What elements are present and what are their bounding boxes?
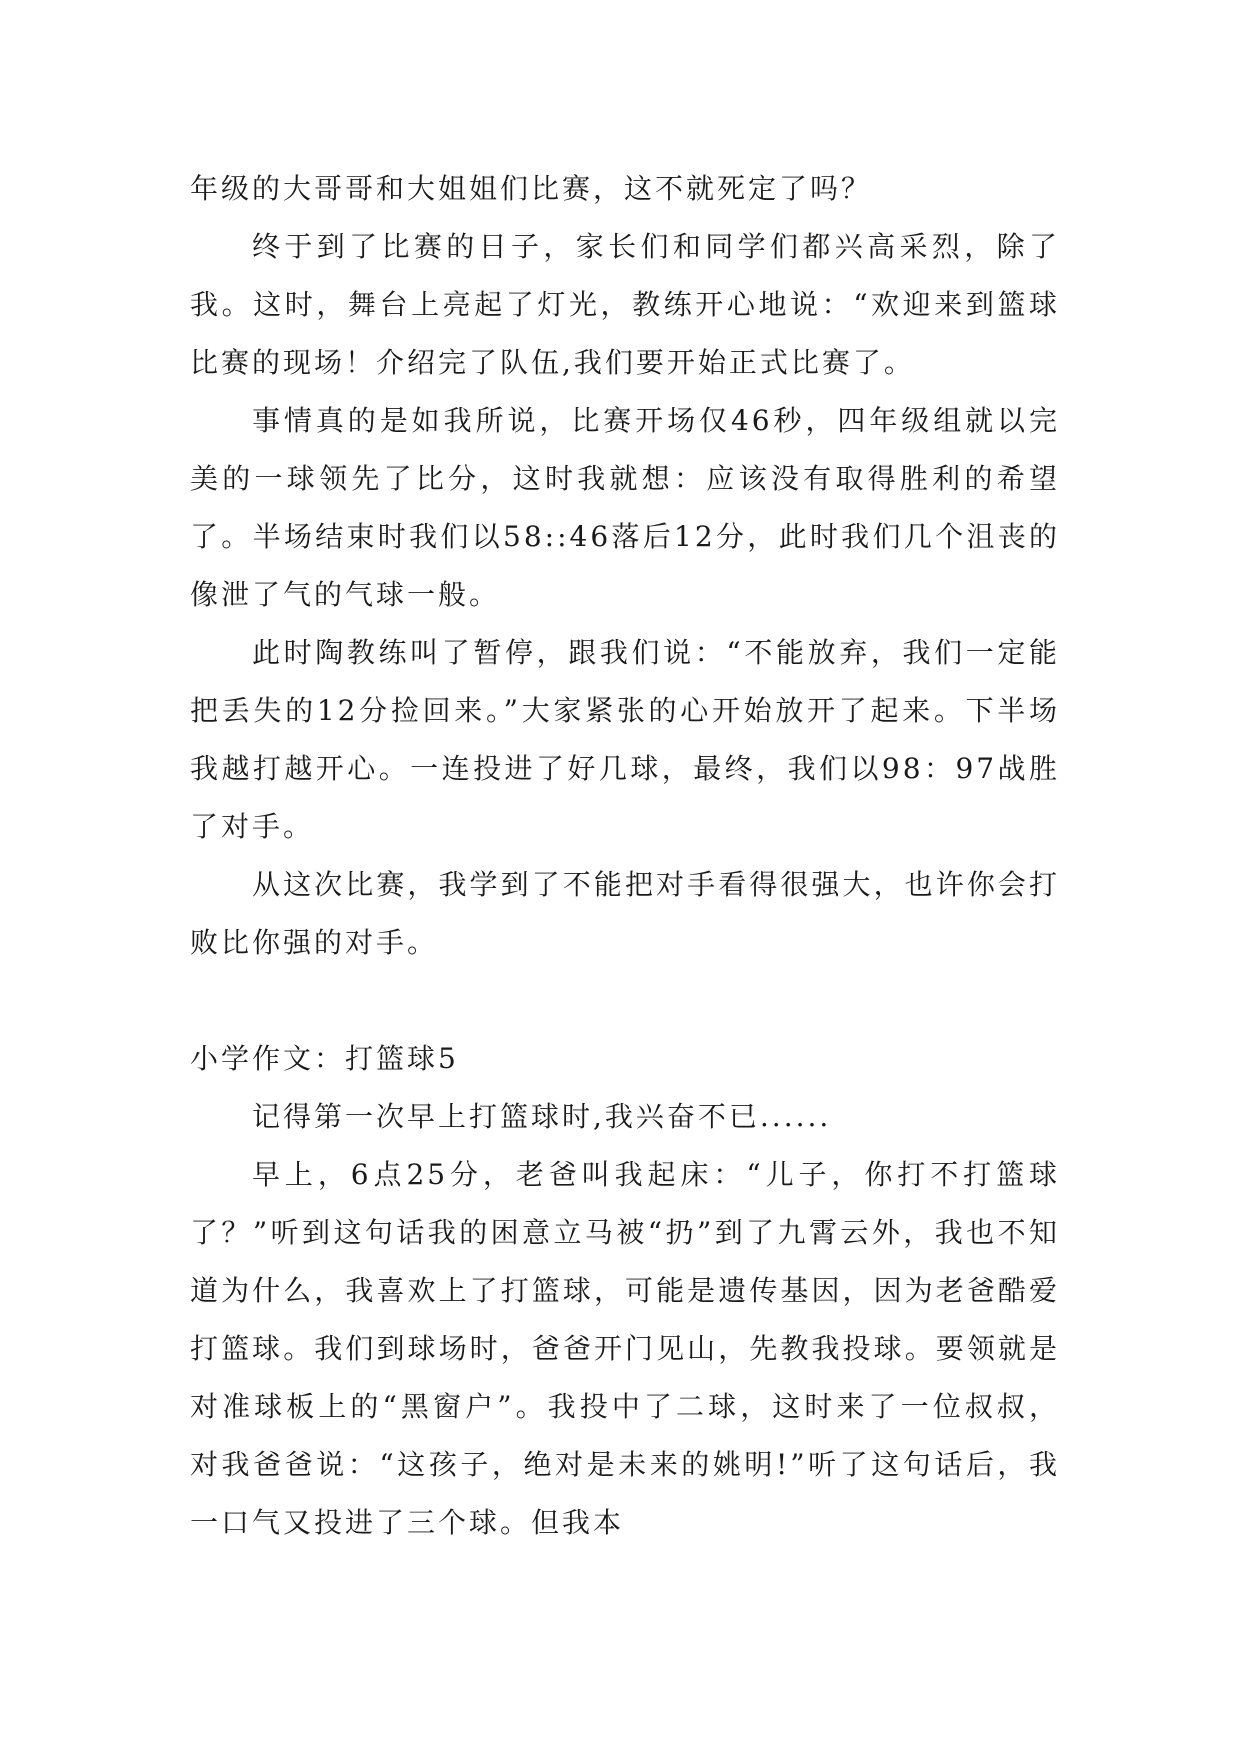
paragraph-1: 终于到了比赛的日子，家长们和同学们都兴高采烈，除了我。这时，舞台上亮起了灯光，教练开心地说：“欢迎来到篮球比赛的现场！介绍完了队伍,我们要开始正式比赛了。 <box>190 230 1060 379</box>
paragraph-4: 从这次比赛，我学到了不能把对手看得很强大，也许你会打败比你强的对手。 <box>190 868 1060 959</box>
document-page <box>190 160 1060 1552</box>
paragraph-0: 年级的大哥哥和大姐姐们比赛，这不就死定了吗？ <box>190 172 873 205</box>
section-gap <box>190 972 1060 1030</box>
paragraph-6: 早上，6点25分，老爸叫我起床：“儿子，你打不打篮球了？”听到这句话我的困意立马被“扔”到了九霄云外，我也不知道为什么，我喜欢上了打篮球，可能是遗传基因，因为老爸酷爱打篮球。我们到球场时，爸爸开门见山，先教我投球。要领就是对准球板上的“黑窗户”。我投中了二球，这时来了一位叔叔，对我爸爸说：“这孩子，绝对是未来的姚明!”听了这句话后，我一口气又投进了三个球。但我本 <box>190 1158 1060 1539</box>
paragraph-3: 此时陶教练叫了暂停，跟我们说：“不能放弃，我们一定能把丢失的12分捡回来。”大家紧张的心开始放开了起来。下半场我越打越开心。一连投进了好几球，最终，我们以98：97战胜了对手。 <box>190 636 1060 843</box>
section-title: 小学作文：打篮球5 <box>190 1042 459 1075</box>
paragraph-2: 事情真的是如我所说，比赛开场仅46秒，四年级组就以完美的一球领先了比分，这时我就想：应该没有取得胜利的希望了。半场结束时我们以58::46落后12分，此时我们几个沮丧的像泄了气的气球一般。 <box>190 404 1060 611</box>
paragraph-5: 记得第一次早上打篮球时,我兴奋不已...... <box>252 1100 832 1133</box>
